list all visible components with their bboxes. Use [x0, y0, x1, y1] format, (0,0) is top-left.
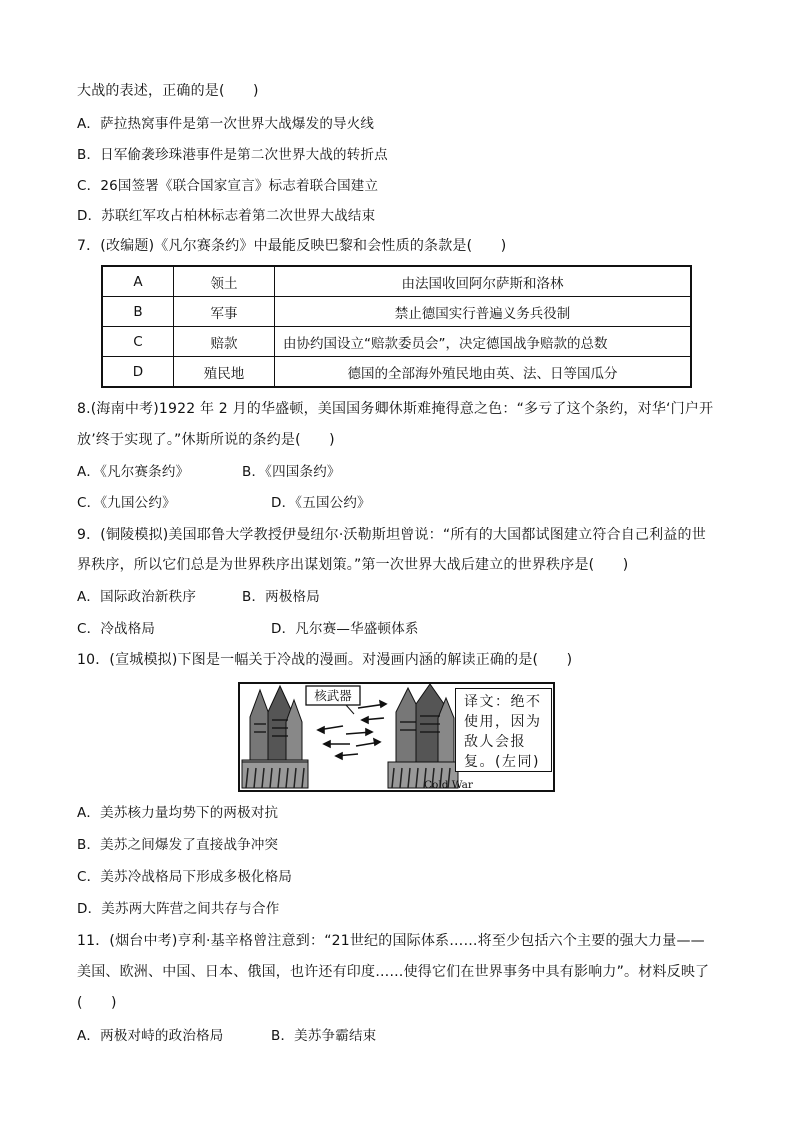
table-cell-letter: B: [102, 297, 174, 327]
table-cell-desc: 由法国收回阿尔萨斯和洛林: [275, 266, 692, 297]
question-6-stem-tail: 大战的表述，正确的是( ): [77, 83, 259, 99]
q9-option-a: A．国际政治新秩序: [77, 589, 197, 605]
q10-option-b: B．美苏之间爆发了直接战争冲突: [77, 837, 279, 853]
table-cell-category: 殖民地: [174, 357, 275, 388]
question-9-stem-line1: 9．(铜陵模拟)美国耶鲁大学教授伊曼纽尔·沃勒斯坦曾说：“所有的大国都试图建立符合自己利益的世: [77, 527, 706, 543]
question-8-stem-line1: 8.(海南中考)1922 年 2 月的华盛顿，美国国务卿休斯难掩得意之色：“多亏了这个条约，对华‘门户开: [77, 401, 714, 417]
q11-option-b: B．美苏争霸结束: [271, 1028, 377, 1044]
question-10-stem: 10．(宣城模拟)下图是一幅关于冷战的漫画。对漫画内涵的解读正确的是( ): [77, 652, 573, 668]
table-cell-letter: C: [102, 327, 174, 357]
table-cell-letter: D: [102, 357, 174, 388]
q6-option-a: A．萨拉热窝事件是第一次世界大战爆发的导火线: [77, 116, 375, 132]
table-row: [102, 266, 691, 297]
question-11-stem-line2: 美国、欧洲、中国、日本、俄国，也许还有印度……使得它们在世界事务中具有影响力”。材料反映了: [77, 964, 710, 980]
q10-option-a: A．美苏核力量均势下的两极对抗: [77, 805, 279, 821]
q9-option-d: D．凡尔赛—华盛顿体系: [271, 621, 419, 637]
q6-option-c: C．26国签署《联合国家宣言》标志着联合国建立: [77, 178, 379, 194]
question-7-stem: 7．(改编题)《凡尔赛条约》中最能反映巴黎和会性质的条款是( ): [77, 238, 507, 254]
q8-option-d: D．《五国公约》: [271, 495, 371, 511]
table-cell-letter: A: [102, 266, 174, 297]
q7-options-table: [101, 265, 692, 388]
q9-option-b: B．两极格局: [242, 589, 320, 605]
q9-option-c: C．冷战格局: [77, 621, 156, 637]
table-cell-desc: 德国的全部海外殖民地由英、法、日等国瓜分: [275, 357, 692, 388]
table-cell-category: 赔款: [174, 327, 275, 357]
question-11-stem-line3: ( ): [77, 995, 117, 1011]
table-cell-desc: 由协约国设立“赔款委员会”，决定德国战争赔款的总数: [275, 327, 692, 357]
table-cell-desc: 禁止德国实行普遍义务兵役制: [275, 297, 692, 327]
nuclear-weapon-label: 核武器: [314, 688, 352, 703]
cartoon-caption: 译文：绝不使用，因为敌人会报复。(左同): [455, 688, 552, 772]
table-cell-category: 领土: [174, 266, 275, 297]
question-9-stem-line2: 界秩序，所以它们总是为世界秩序出谋划策。”第一次世界大战后建立的世界秩序是( ): [77, 557, 629, 573]
q11-option-a: A．两极对峙的政治格局: [77, 1028, 224, 1044]
q10-option-c: C．美苏冷战格局下形成多极化格局: [77, 869, 293, 885]
cartoon-footer: Cold War: [424, 779, 473, 791]
table-row: [102, 297, 691, 327]
q8-option-a: A．《凡尔赛条约》: [77, 464, 190, 480]
question-8-stem-line2: 放’终于实现了。”休斯所说的条约是( ): [77, 432, 335, 448]
q6-option-d: D．苏联红军攻占柏林标志着第二次世界大战结束: [77, 208, 376, 224]
table-row: [102, 357, 691, 388]
q8-option-b: B．《四国条约》: [242, 464, 341, 480]
q8-option-c: C．《九国公约》: [77, 495, 176, 511]
question-11-stem-line1: 11．(烟台中考)亨利·基辛格曾注意到：“21世纪的国际体系……将至少包括六个主要的强大力量——: [77, 933, 705, 949]
q6-option-b: B．日军偷袭珍珠港事件是第二次世界大战的转折点: [77, 147, 388, 163]
table-row: [102, 327, 691, 357]
q10-option-d: D．美苏两大阵营之间共存与合作: [77, 901, 280, 917]
table-cell-category: 军事: [174, 297, 275, 327]
